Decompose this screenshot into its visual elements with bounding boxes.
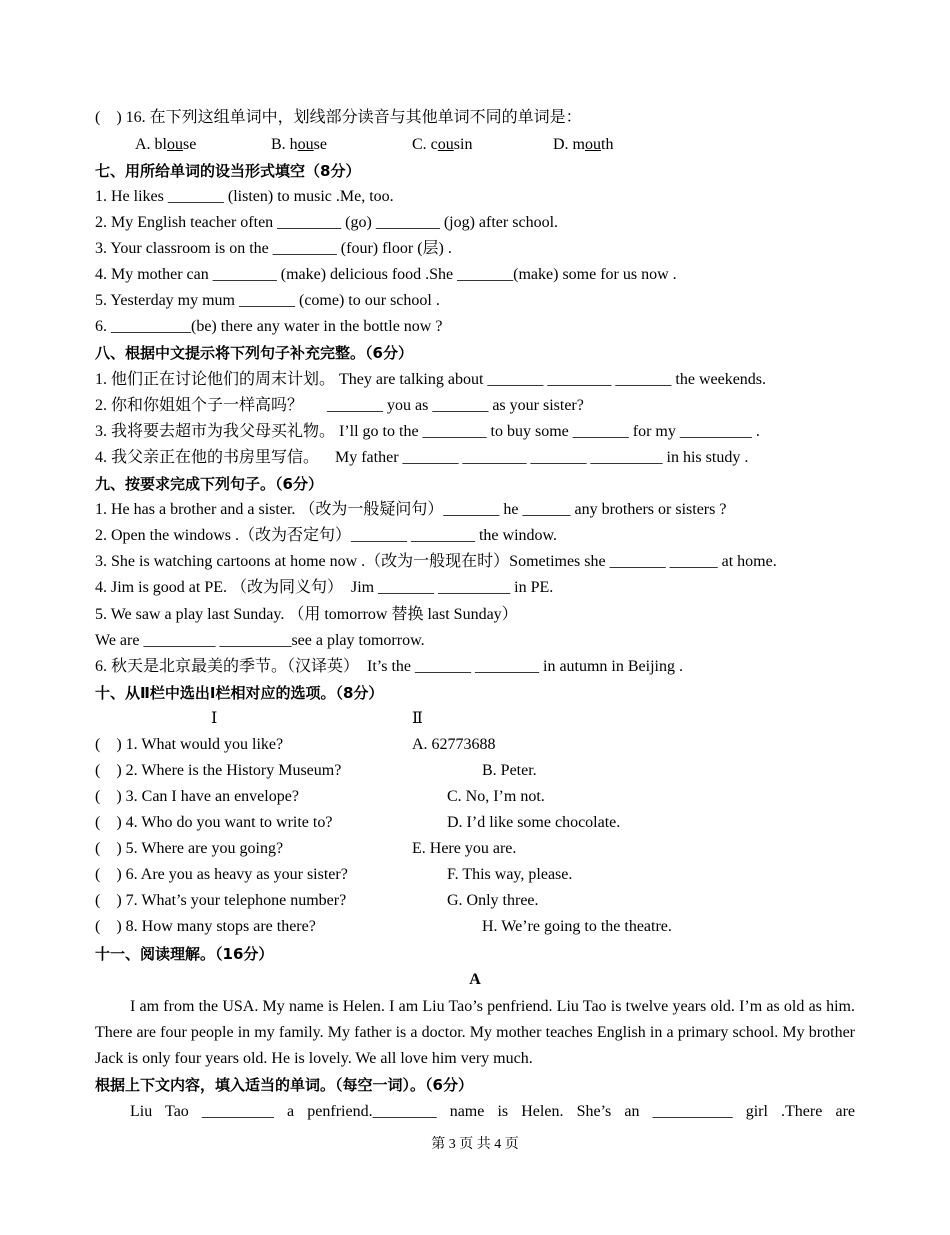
- s7-line-6: 6. __________(be) there any water in the bottle now ?: [95, 318, 443, 335]
- section-7-heading: 七、用所给单词的设当形式填空（8分）: [95, 162, 361, 180]
- s8-line-3: 3. 我将要去超市为我父母买礼物。 I’ll go to the ________ to buy some _______ for my _________ .: [95, 423, 760, 440]
- matching-answer: B. Peter.: [482, 762, 537, 779]
- section-9-heading: 九、按要求完成下列句子。（6分）: [95, 475, 323, 493]
- s9-line-1: 1. He has a brother and a sister. （改为一般疑问句）_______ he ______ any brothers or sisters ?: [95, 501, 727, 518]
- page-footer: 第 3 页 共 4 页: [431, 1137, 519, 1152]
- passage-title: A: [469, 971, 481, 988]
- s7-line-1: 1. He likes _______ (listen) to music .Me, too.: [95, 188, 394, 205]
- fill-in-line: Liu Tao _________ a penfriend.________ name is Helen. She’s an __________ girl .There are: [130, 1103, 855, 1120]
- s9-line-5: 5. We saw a play last Sunday. （用 tomorrow 替换 last Sunday）: [95, 606, 518, 623]
- matching-answer: D. I’d like some chocolate.: [447, 814, 621, 831]
- s9-line-7: 6. 秋天是北京最美的季节。（汉译英） It’s the _______ ________ in autumn in Beijing .: [95, 658, 683, 675]
- q16-option-a: A. blouse: [135, 136, 197, 153]
- section-10-heading: 十、从Ⅱ栏中选出Ⅰ栏相对应的选项。（8分）: [95, 684, 384, 702]
- s8-line-4: 4. 我父亲正在他的书房里写信。 My father _______ ________ _______ _________ in his study .: [95, 449, 749, 466]
- s9-line-4: 4. Jim is good at PE. （改为同义句） Jim _______ _________ in PE.: [95, 579, 554, 596]
- s9-line-3: 3. She is watching cartoons at home now .（改为一般现在时）Sometimes she _______ ______ at home.: [95, 553, 777, 570]
- s8-line-1: 1. 他们正在讨论他们的周末计划。 They are talking about _______ ________ _______ the weekends.: [95, 371, 767, 388]
- fill-in-heading: 根据上下文内容，填入适当的单词。（每空一词）。（6分）: [95, 1076, 473, 1094]
- matching-answer: F. This way, please.: [447, 866, 573, 883]
- s7-line-3: 3. Your classroom is on the ________ (four) floor (层) .: [95, 240, 452, 257]
- matching-question: ( ) 5. Where are you going?: [95, 840, 284, 857]
- s7-line-4: 4. My mother can ________ (make) delicious food .She _______(make) some for us now .: [95, 266, 677, 283]
- s7-line-2: 2. My English teacher often ________ (go) ________ (jog) after school.: [95, 214, 559, 231]
- matching-question: ( ) 6. Are you as heavy as your sister?: [95, 866, 348, 883]
- s9-line-2: 2. Open the windows .（改为否定句）_______ ________ the window.: [95, 527, 558, 544]
- matching-question: ( ) 4. Who do you want to write to?: [95, 814, 333, 831]
- matching-answer: C. No, I’m not.: [447, 788, 545, 805]
- matching-question: ( ) 2. Where is the History Museum?: [95, 762, 342, 779]
- section-8-heading: 八、根据中文提示将下列句子补充完整。（6分）: [95, 344, 413, 362]
- q16-option-d: D. mouth: [553, 136, 614, 153]
- matching-question: ( ) 3. Can I have an envelope?: [95, 788, 299, 805]
- matching-answer: A. 62773688: [412, 736, 496, 753]
- matching-question: ( ) 1. What would you like?: [95, 736, 284, 753]
- matching-question: ( ) 7. What’s your telephone number?: [95, 892, 347, 909]
- q16-question: ( ) 16. 在下列这组单词中，划线部分读音与其他单词不同的单词是：: [95, 109, 582, 126]
- column-1-header: Ⅰ: [211, 710, 218, 727]
- matching-answer: H. We’re going to the theatre.: [482, 918, 672, 935]
- s8-line-2: 2. 你和你姐姐个子一样高吗？ _______ you as _______ as your sister?: [95, 397, 584, 414]
- reading-passage: I am from the USA. My name is Helen. I am Liu Tao’s penfriend. Liu Tao is twelve years old. I’m as old as him. There are four people in my family. My father is a doctor. My mother teaches English in a primary school. My brother Jack is only four years old. He is lovely. We all love him very much.: [95, 998, 855, 1067]
- column-2-header: Ⅱ: [412, 710, 423, 727]
- s7-line-5: 5. Yesterday my mum _______ (come) to our school .: [95, 292, 440, 309]
- section-11-heading: 十一、阅读理解。（16分）: [95, 945, 274, 963]
- q16-option-b: B. house: [271, 136, 327, 153]
- matching-answer: E. Here you are.: [412, 840, 517, 857]
- matching-question: ( ) 8. How many stops are there?: [95, 918, 316, 935]
- matching-answer: G. Only three.: [447, 892, 539, 909]
- q16-option-c: C. cousin: [412, 136, 473, 153]
- s9-line-6: We are _________ _________see a play tomorrow.: [95, 632, 425, 649]
